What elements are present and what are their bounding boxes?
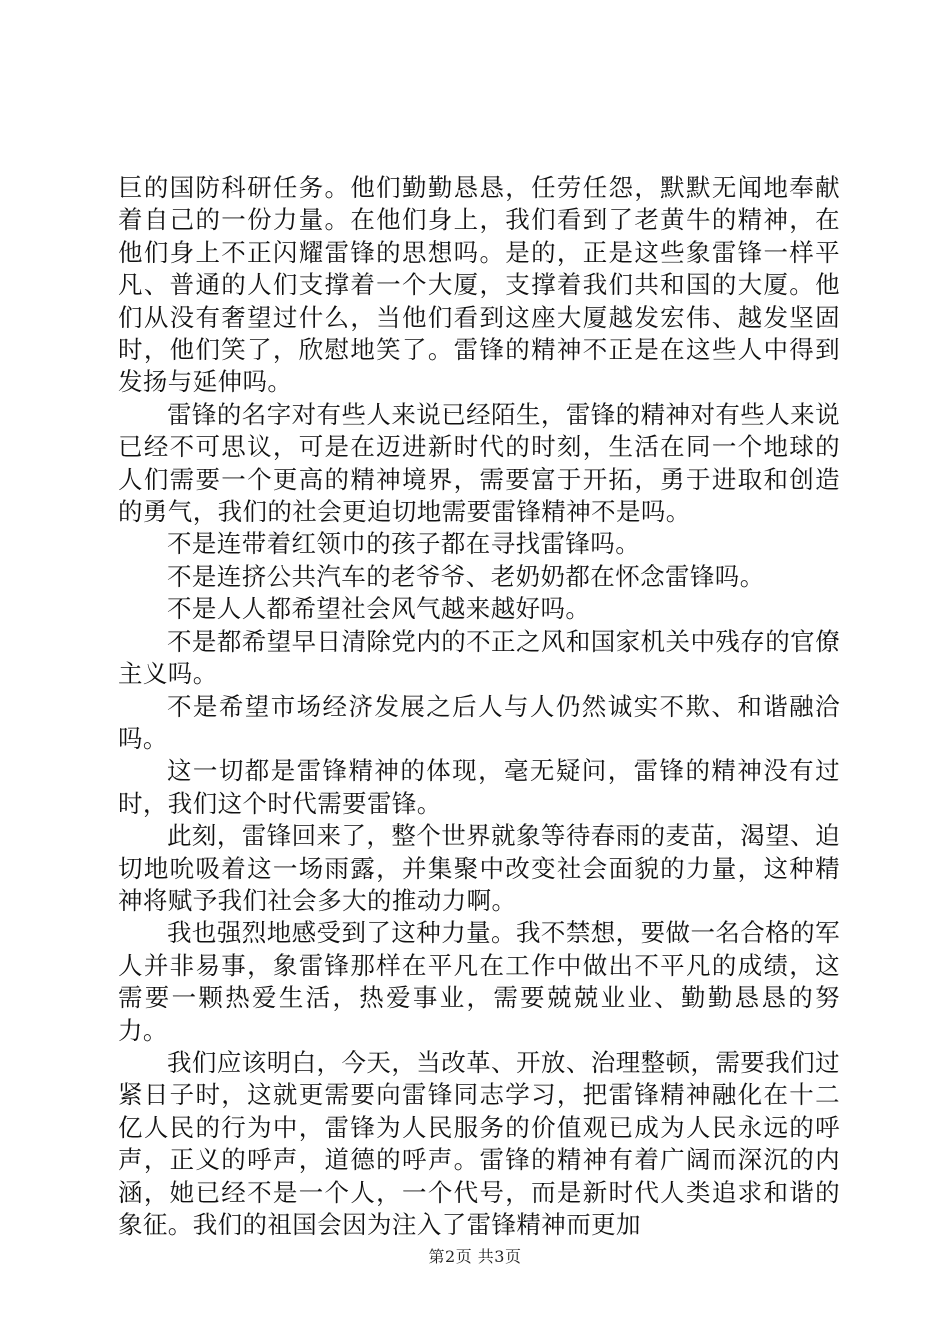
paragraph-7: 不是希望市场经济发展之后人与人仍然诚实不欺、和谐融洽吗。 — [118, 691, 840, 753]
paragraph-3: 不是连带着红领巾的孩子都在寻找雷锋吗。 — [167, 529, 641, 559]
paragraph-4: 不是连挤公共汽车的老爷爷、老奶奶都在怀念雷锋吗。 — [167, 561, 765, 591]
paragraph-11: 我们应该明白，今天，当改革、开放、治理整顿，需要我们过紧日子时，这就更需要向雷锋同志学习，把雷锋精神融化在十二亿人民的行为中，雷锋为人民服务的价值观已成为人民永远的呼声，正义的呼声，道德的呼声。雷锋的精神有着广阔而深沉的内涵，她已经不是一个人，一个代号，而是新时代人类追求和谐的象征。我们的祖国会因为注入了雷锋精神而更加 — [118, 1047, 840, 1239]
paragraph-5: 不是人人都希望社会风气越来越好吗。 — [167, 594, 591, 624]
page-footer: 第2页 共3页 — [428, 1247, 522, 1266]
paragraph-2: 雷锋的名字对有些人来说已经陌生，雷锋的精神对有些人来说已经不可思议，可是在迈进新时代的时刻，生活在同一个地球的人们需要一个更高的精神境界，需要富于开拓，勇于进取和创造的勇气，我们的社会更迫切地需要雷锋精神不是吗。 — [118, 399, 840, 527]
paragraph-8: 这一切都是雷锋精神的体现，毫无疑问，雷锋的精神没有过时，我们这个时代需要雷锋。 — [118, 756, 840, 818]
paragraph-1: 巨的国防科研任务。他们勤勤恳恳，任劳任怨，默默无闻地奉献着自己的一份力量。在他们身上，我们看到了老黄牛的精神，在他们身上不正闪耀雷锋的思想吗。是的，正是这些象雷锋一样平凡、普通的人们支撑着一个大厦，支撑着我们共和国的大厦。他们从没有奢望过什么，当他们看到这座大厦越发宏伟、越发坚固时，他们笑了，欣慰地笑了。雷锋的精神不正是在这些人中得到发扬与延伸吗。 — [118, 173, 840, 397]
document-body — [118, 172, 840, 1241]
paragraph-9: 此刻，雷锋回来了，整个世界就象等待春雨的麦苗，渴望、迫切地吮吸着这一场雨露，并集聚中改变社会面貌的力量，这种精神将赋予我们社会多大的推动力啊。 — [118, 821, 840, 915]
paragraph-6: 不是都希望早日清除党内的不正之风和国家机关中残存的官僚主义吗。 — [118, 626, 840, 689]
paragraph-10: 我也强烈地感受到了这种力量。我不禁想，要做一名合格的军人并非易事，象雷锋那样在平凡在工作中做出不平凡的成绩，这需要一颗热爱生活，热爱事业，需要兢兢业业、勤勤恳恳的努力。 — [118, 918, 840, 1045]
